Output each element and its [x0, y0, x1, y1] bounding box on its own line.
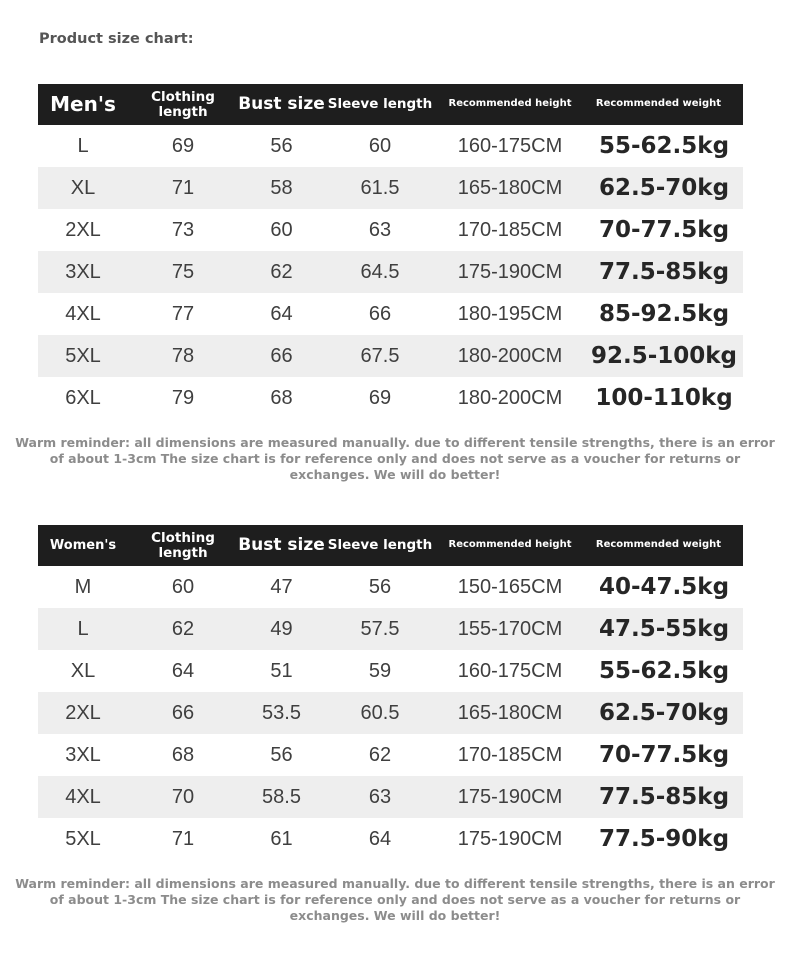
cell-height: 165-180CM [457, 176, 563, 199]
cell-sleeve-length: 57.5 [360, 617, 400, 640]
header-size: Men's [50, 92, 116, 116]
cell-weight: 55-62.5kg [598, 133, 730, 159]
cell-sleeve-length: 64 [368, 827, 392, 850]
cell-height: 150-165CM [457, 575, 563, 598]
cell-weight: 100-110kg [595, 385, 733, 411]
header-recommended-height: Recommended height [448, 98, 572, 110]
cell-clothing-length: 68 [171, 743, 195, 766]
table-header [38, 525, 743, 566]
cell-bust-size: 61 [270, 827, 293, 850]
cell-sleeve-length: 60.5 [360, 701, 400, 724]
cell-weight: 70-77.5kg [598, 742, 730, 768]
table-header [38, 84, 743, 125]
cell-sleeve-length: 56 [368, 575, 392, 598]
table-row [38, 377, 743, 419]
page-title: Product size chart: [39, 31, 194, 47]
table-row [38, 209, 743, 251]
cell-clothing-length: 66 [171, 701, 195, 724]
cell-size: XL [70, 176, 96, 199]
cell-sleeve-length: 66 [368, 302, 392, 325]
table-row [38, 293, 743, 335]
cell-size: 5XL [65, 344, 101, 367]
cell-clothing-length: 71 [171, 176, 195, 199]
cell-weight: 62.5-70kg [598, 700, 730, 726]
cell-size: 3XL [65, 260, 101, 283]
cell-height: 180-200CM [457, 386, 563, 409]
cell-height: 175-190CM [457, 260, 563, 283]
cell-bust-size: 66 [270, 344, 293, 367]
cell-weight: 85-92.5kg [598, 301, 730, 327]
cell-bust-size: 64 [270, 302, 293, 325]
womens-size-table [38, 525, 743, 860]
cell-size: 6XL [65, 386, 101, 409]
cell-weight: 47.5-55kg [598, 616, 730, 642]
cell-size: 2XL [65, 701, 101, 724]
cell-sleeve-length: 63 [368, 785, 392, 808]
cell-bust-size: 49 [270, 617, 293, 640]
cell-height: 180-195CM [457, 302, 563, 325]
cell-height: 170-185CM [457, 218, 563, 241]
cell-height: 175-190CM [457, 827, 563, 850]
cell-clothing-length: 77 [171, 302, 195, 325]
header-recommended-height: Recommended height [448, 539, 572, 551]
cell-size: 3XL [65, 743, 101, 766]
cell-weight: 40-47.5kg [598, 574, 730, 600]
cell-weight: 70-77.5kg [598, 217, 730, 243]
header-recommended-weight: Recommended weight [595, 98, 721, 110]
cell-sleeve-length: 61.5 [360, 176, 400, 199]
cell-sleeve-length: 59 [368, 659, 392, 682]
cell-clothing-length: 69 [171, 134, 195, 157]
mens-warm-reminder: Warm reminder: all dimensions are measured manually. due to different tensile strengths, there is an error of about 1-3cm The size chart is for reference only and does not serve as a voucher for returns or exchanges. We will do better! [15, 435, 775, 482]
header-clothing-length: Clothing length [151, 530, 215, 561]
cell-height: 155-170CM [457, 617, 563, 640]
cell-clothing-length: 64 [171, 659, 195, 682]
cell-sleeve-length: 64.5 [360, 260, 400, 283]
cell-bust-size: 62 [270, 260, 293, 283]
cell-clothing-length: 75 [171, 260, 195, 283]
header-recommended-weight: Recommended weight [595, 539, 721, 551]
table-row [38, 335, 743, 377]
table-row [38, 776, 743, 818]
cell-height: 160-175CM [457, 659, 563, 682]
cell-clothing-length: 78 [171, 344, 195, 367]
cell-sleeve-length: 60 [368, 134, 392, 157]
cell-bust-size: 58.5 [262, 785, 301, 808]
cell-weight: 62.5-70kg [598, 175, 730, 201]
cell-bust-size: 68 [270, 386, 293, 409]
cell-clothing-length: 60 [171, 575, 195, 598]
mens-size-table [38, 84, 743, 419]
cell-bust-size: 51 [270, 659, 293, 682]
table-row [38, 608, 743, 650]
cell-height: 165-180CM [457, 701, 563, 724]
cell-size: L [77, 134, 89, 157]
cell-bust-size: 53.5 [262, 701, 301, 724]
cell-bust-size: 60 [270, 218, 293, 241]
header-size: Women's [49, 537, 117, 553]
table-row [38, 818, 743, 860]
cell-size: L [77, 617, 89, 640]
cell-size: 4XL [65, 302, 101, 325]
cell-height: 180-200CM [457, 344, 563, 367]
cell-weight: 77.5-90kg [598, 826, 730, 852]
cell-size: 5XL [65, 827, 101, 850]
table-row [38, 125, 743, 167]
cell-size: 4XL [65, 785, 101, 808]
cell-bust-size: 58 [270, 176, 293, 199]
cell-bust-size: 56 [270, 134, 293, 157]
cell-height: 175-190CM [457, 785, 563, 808]
cell-clothing-length: 62 [171, 617, 195, 640]
cell-size: 2XL [65, 218, 101, 241]
table-row [38, 692, 743, 734]
cell-clothing-length: 79 [171, 386, 195, 409]
cell-bust-size: 47 [270, 575, 293, 598]
table-row [38, 167, 743, 209]
table-row [38, 566, 743, 608]
cell-weight: 55-62.5kg [598, 658, 730, 684]
cell-size: XL [70, 659, 96, 682]
header-sleeve-length: Sleeve length [327, 537, 433, 554]
cell-clothing-length: 73 [171, 218, 195, 241]
cell-size: M [74, 575, 92, 598]
cell-sleeve-length: 62 [368, 743, 392, 766]
header-clothing-length: Clothing length [151, 89, 215, 120]
header-sleeve-length: Sleeve length [327, 96, 433, 113]
cell-clothing-length: 71 [171, 827, 195, 850]
cell-weight: 77.5-85kg [598, 259, 730, 285]
table-row [38, 734, 743, 776]
cell-sleeve-length: 67.5 [360, 344, 400, 367]
table-row [38, 650, 743, 692]
cell-bust-size: 56 [270, 743, 293, 766]
header-bust-size: Bust size [238, 93, 325, 114]
cell-weight: 92.5-100kg [590, 343, 738, 369]
header-bust-size: Bust size [238, 534, 325, 555]
cell-height: 160-175CM [457, 134, 563, 157]
cell-height: 170-185CM [457, 743, 563, 766]
cell-sleeve-length: 69 [368, 386, 392, 409]
womens-warm-reminder: Warm reminder: all dimensions are measured manually. due to different tensile strengths, there is an error of about 1-3cm The size chart is for reference only and does not serve as a voucher for returns or exchanges. We will do better! [15, 876, 775, 923]
cell-weight: 77.5-85kg [598, 784, 730, 810]
cell-sleeve-length: 63 [368, 218, 392, 241]
table-row [38, 251, 743, 293]
cell-clothing-length: 70 [171, 785, 195, 808]
